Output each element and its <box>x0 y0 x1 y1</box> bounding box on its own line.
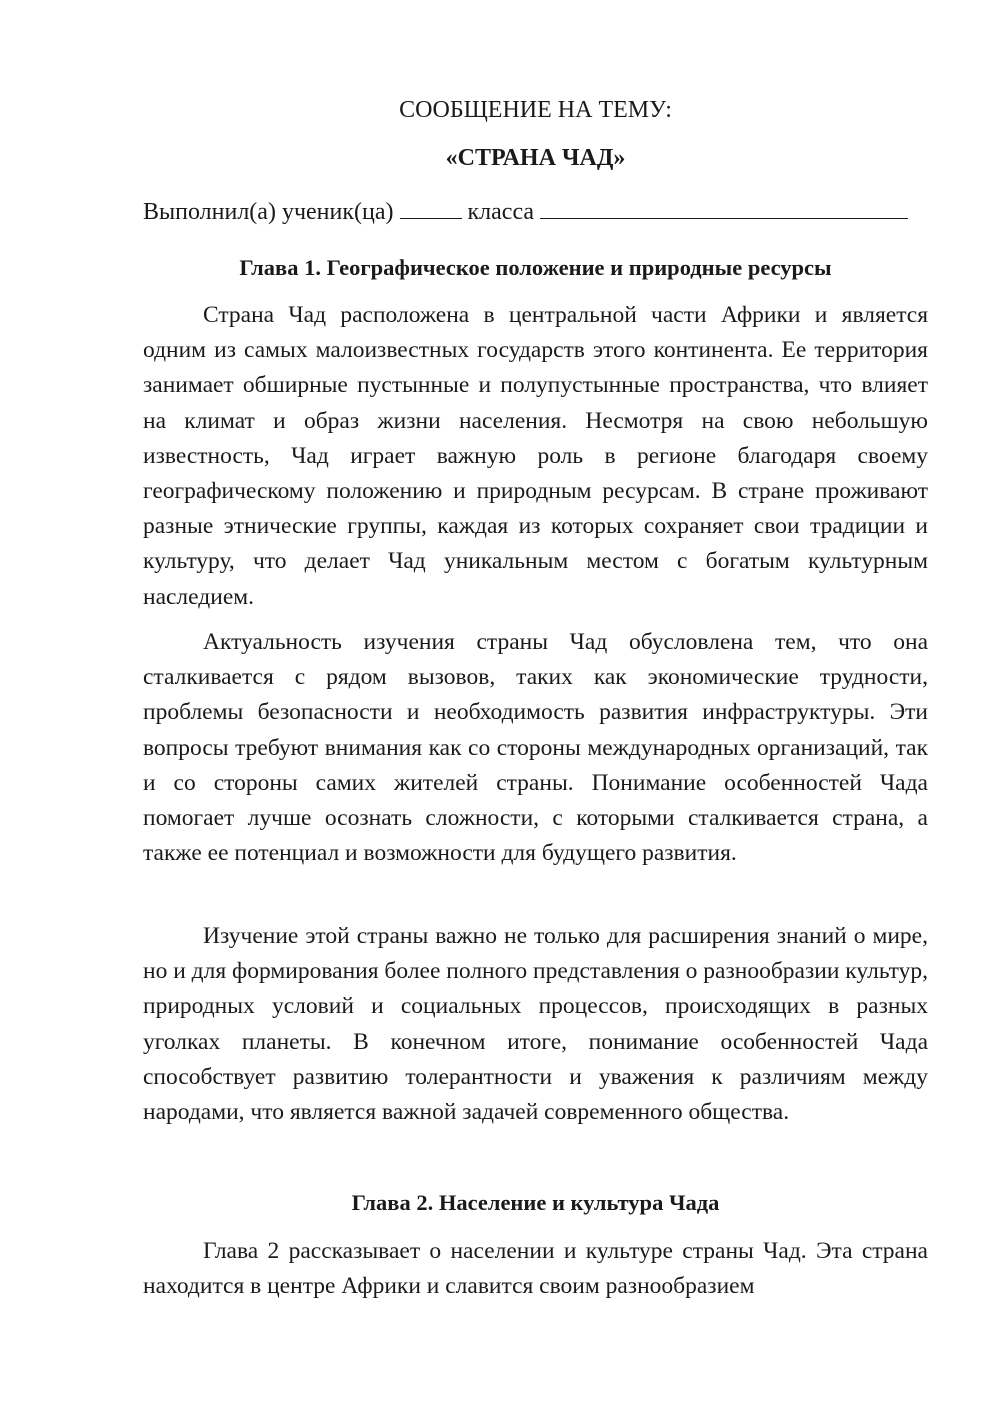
chapter1-paragraph-2: Актуальность изучения страны Чад обусловлена тем, что она сталкивается с рядом вызовов, таких как экономические трудности, проблемы безопасности и необходимость развития инфраструктуры. Эти вопросы требуют внимания как со стороны международных организаций, так и со стороны самих жителей страны. Понимание особенностей Чада помогает лучше осознать сложности, с которыми сталкивается страна, а также ее потенциал и возможности для будущего развития. <box>143 629 928 867</box>
title-line-country: «СТРАНА ЧАД» <box>445 145 626 171</box>
chapter1-paragraph-3: Изучение этой страны важно не только для расширения знаний о мире, но и для формирования более полного представления о разнообразии культур, природных условий и социальных процессов, происходящих в разных уголках планеты. В конечном итоге, понимание особенностей Чада способствует развитию толерантности и уважения к различиям между народами, что является важной задачей современного общества. <box>143 923 928 1126</box>
author-class-label: класса <box>467 199 535 225</box>
chapter1-paragraph-1: Страна Чад расположена в центральной части Африки и является одним из самых малоизвестных государств этого континента. Ее территория занимает обширные пустынные и полупустынные пространства, что влияет на климат и образ жизни населения. Несмотря на свою небольшую известность, Чад играет важную роль в регионе благодаря своему географическому положению и природным ресурсам. В стране проживают разные этнические группы, каждая из которых сохраняет свои традиции и культуру, что делает Чад уникальным местом с богатым культурным наследием. <box>143 302 928 610</box>
author-line <box>143 197 928 227</box>
title-line-topic: СООБЩЕНИЕ НА ТЕМУ: <box>399 97 672 123</box>
author-prefix: Выполнил(а) ученик(ца) <box>143 199 394 225</box>
chapter2-paragraph-1: Глава 2 рассказывает о населении и культуре страны Чад. Эта страна находится в центре Африки и славится своим разнообразием <box>143 1238 928 1300</box>
chapter1-heading: Глава 1. Географическое положение и природные ресурсы <box>239 255 832 280</box>
chapter2-heading: Глава 2. Население и культура Чада <box>351 1190 720 1215</box>
class-blank <box>540 198 908 219</box>
grade-blank <box>400 198 462 219</box>
